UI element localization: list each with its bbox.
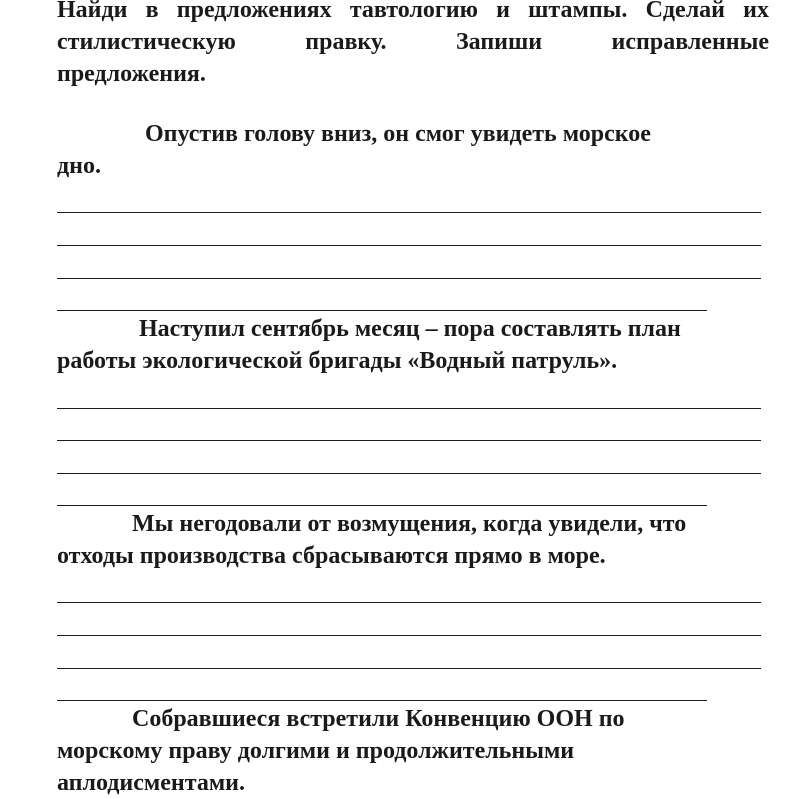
answer-line[interactable] bbox=[57, 505, 707, 506]
sentence-3 bbox=[57, 508, 769, 572]
sentence-4 bbox=[57, 703, 769, 799]
sentence-line: аплодисментами. bbox=[57, 770, 245, 796]
answer-line[interactable] bbox=[57, 278, 761, 279]
sentence-line: морскому праву долгими и продолжительными bbox=[57, 738, 575, 764]
sentence-line: Мы негодовали от возмущения, когда увидели, что bbox=[132, 511, 687, 537]
sentence-line: дно. bbox=[57, 153, 101, 179]
answer-line[interactable] bbox=[57, 668, 761, 669]
answer-line[interactable] bbox=[57, 310, 707, 311]
instruction-line: стилистическую правку. Запиши исправленные bbox=[57, 29, 769, 55]
answer-line[interactable] bbox=[57, 212, 761, 213]
answer-line[interactable] bbox=[57, 602, 761, 603]
instruction-line: Найди в предложениях тавтологию и штампы. Сделай их bbox=[57, 0, 769, 23]
sentence-1 bbox=[57, 118, 769, 182]
answer-line[interactable] bbox=[57, 700, 707, 701]
sentence-line: отходы производства сбрасываются прямо в море. bbox=[57, 543, 606, 569]
sentence-line: Собравшиеся встретили Конвенцию ООН по bbox=[132, 706, 625, 732]
answer-line[interactable] bbox=[57, 473, 761, 474]
answer-line[interactable] bbox=[57, 408, 761, 409]
sentence-line: работы экологической бригады «Водный патруль». bbox=[57, 348, 618, 374]
instruction-line: предложения. bbox=[57, 61, 206, 87]
sentence-line: Наступил сентябрь месяц – пора составлять план bbox=[139, 316, 681, 342]
task-instruction bbox=[57, 0, 769, 90]
answer-line[interactable] bbox=[57, 440, 761, 441]
sentence-2 bbox=[57, 313, 769, 377]
answer-line[interactable] bbox=[57, 635, 761, 636]
answer-line[interactable] bbox=[57, 245, 761, 246]
sentence-line: Опустив голову вниз, он смог увидеть морское bbox=[145, 121, 651, 147]
